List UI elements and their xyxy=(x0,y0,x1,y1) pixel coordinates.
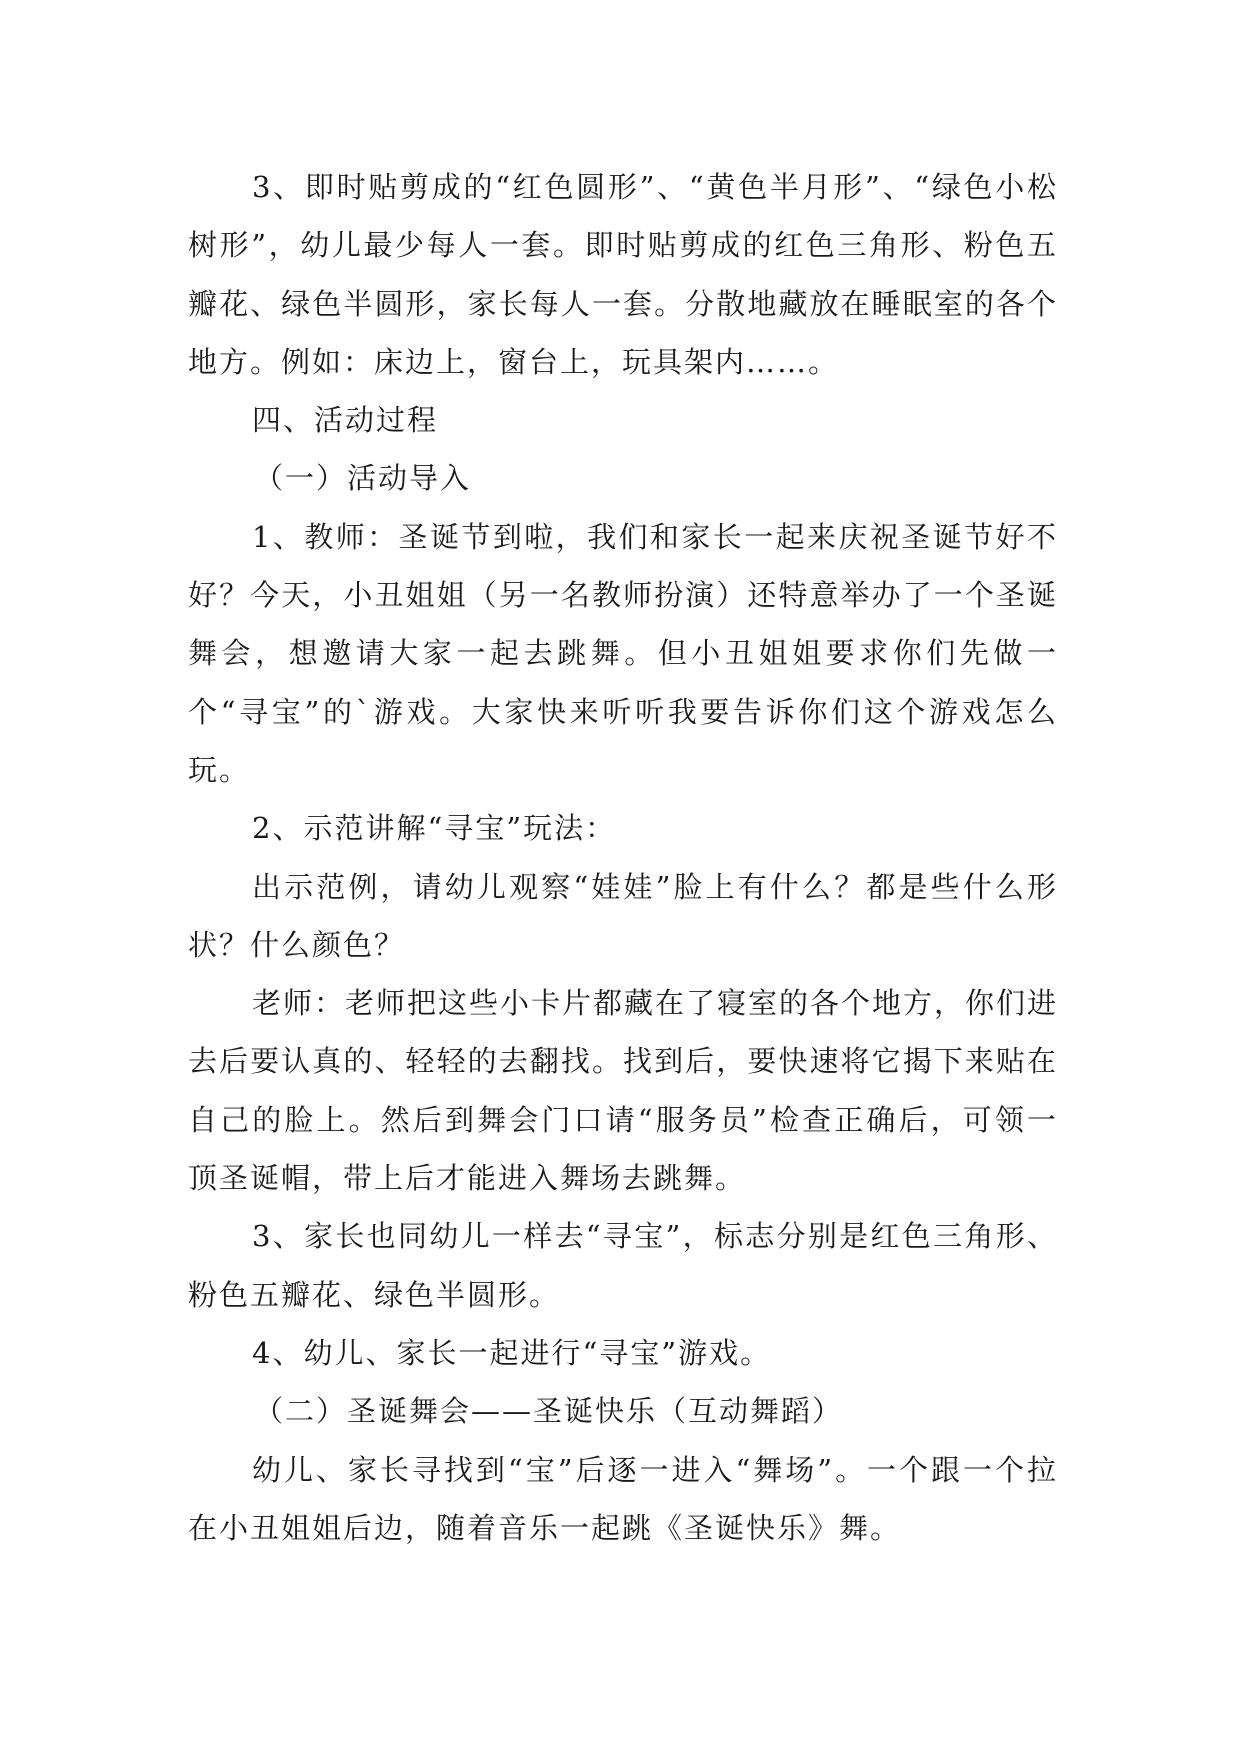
paragraph-enter-dance: 幼儿、家长寻找到“宝”后逐一进入“舞场”。一个跟一个拉在小丑姐姐后边，随着音乐一起跳《圣诞快乐》舞。 xyxy=(188,1452,1058,1545)
paragraph-play-together: 4、幼儿、家长一起进行“寻宝”游戏。 xyxy=(252,1335,772,1370)
subheading-christmas-dance: （二）圣诞舞会——圣诞快乐（互动舞蹈） xyxy=(254,1394,844,1429)
paragraph-teacher-intro: 1、教师：圣诞节到啦，我们和家长一起来庆祝圣诞节好不好？今天，小丑姐姐（另一名教师扮演）还特意举办了一个圣诞舞会，想邀请大家一起去跳舞。但小丑姐姐要求你们先做一个“寻宝”的`游戏。大家快来听听我要告诉你们这个游戏怎么玩。 xyxy=(188,519,1058,787)
section-heading-activity-process: 四、活动过程 xyxy=(252,403,439,438)
paragraph-demo-rules: 2、示范讲解“寻宝”玩法： xyxy=(252,811,617,846)
paragraph-show-example: 出示范例，请幼儿观察“娃娃”脸上有什么？都是些什么形状？什么颜色？ xyxy=(188,869,1058,962)
paragraph-parents-hunt: 3、家长也同幼儿一样去“寻宝”，标志分别是红色三角形、粉色五瓣花、绿色半圆形。 xyxy=(188,1219,1058,1312)
paragraph-materials-3: 3、即时贴剪成的“红色圆形”、“黄色半月形”、“绿色小松树形”，幼儿最少每人一套。即时贴剪成的红色三角形、粉色五瓣花、绿色半圆形，家长每人一套。分散地藏放在睡眠室的各个地方。例如：床边上，窗台上，玩具架内……。 xyxy=(188,170,1058,379)
subheading-activity-intro: （一）活动导入 xyxy=(254,461,472,496)
document-body xyxy=(188,158,1058,1557)
paragraph-teacher-instructions: 老师：老师把这些小卡片都藏在了寝室的各个地方，你们进去后要认真的、轻轻的去翻找。找到后，要快速将它揭下来贴在自己的脸上。然后到舞会门口请“服务员”检查正确后，可领一顶圣诞帽，带上后才能进入舞场去跳舞。 xyxy=(188,986,1059,1196)
